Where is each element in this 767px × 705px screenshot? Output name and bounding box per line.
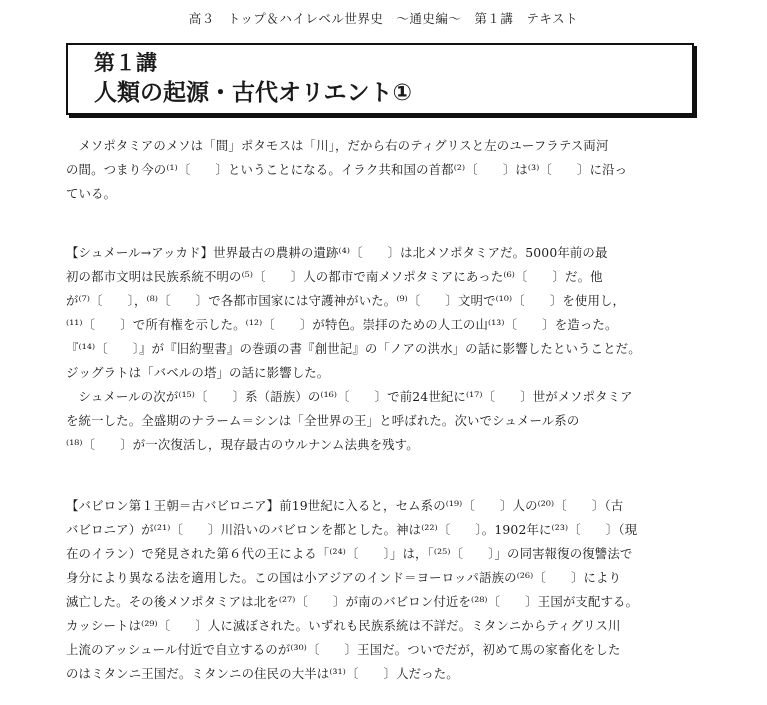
text-line: ⁽¹⁸⁾〔 〕が一次復活し，現存最古のウルナンム法典を残す。 bbox=[66, 437, 419, 452]
text-line: シュメールの次が⁽¹⁵⁾〔 〕系（語族）の⁽¹⁶⁾〔 〕で前24世紀に⁽¹⁷⁾〔 〕世がメソポタミア bbox=[66, 389, 633, 404]
text-line: 滅亡した。その後メソポタミアは北を⁽²⁷⁾〔 〕が南のバビロン付近を⁽²⁸⁾〔 〕王国が支配する。 bbox=[66, 594, 639, 609]
text-line: 身分により異なる法を適用した。この国は小アジアのインド＝ヨーロッパ語族の⁽²⁶⁾〔 〕により bbox=[66, 570, 622, 585]
paragraph-sumer-akkad bbox=[66, 241, 700, 457]
text-line: 【シュメール→アッカド】世界最古の農耕の遺跡⁽⁴⁾〔 〕は北メソポタミアだ。5000年前の最 bbox=[66, 245, 608, 260]
text-line: 在のイラン）で発見された第６代の王による「⁽²⁴⁾〔 〕」は，「⁽²⁵⁾〔 〕」の同害報復の復讐法で bbox=[66, 546, 633, 561]
text-line: ている。 bbox=[66, 186, 117, 201]
lecture-number: 第１講 bbox=[94, 51, 157, 75]
text-line: が⁽⁷⁾〔 〕，⁽⁸⁾〔 〕で各都市国家には守護神がいた。⁽⁹⁾〔 〕文明で⁽¹⁰⁾〔 〕を使用し， bbox=[66, 293, 626, 308]
text-line: ジッグラトは「バベルの塔」の話に影響した。 bbox=[66, 365, 330, 380]
text-line: の間。つまり今の⁽¹⁾〔 〕ということになる。イラク共和国の首都⁽²⁾〔 〕は⁽³⁾〔 〕に沿っ bbox=[66, 162, 628, 177]
text-line: のはミタンニ王国だ。ミタンニの住民の大半は⁽³¹⁾〔 〕人だった。 bbox=[66, 666, 459, 681]
page-header: 高３ トップ＆ハイレベル世界史 ～通史編～ 第１講 テキスト bbox=[188, 11, 579, 26]
text-line: 上流のアッシュール付近で自立するのが⁽³⁰⁾〔 〕王国だ。ついでだが，初めて馬の家畜化をした bbox=[66, 642, 621, 657]
text-line: メソポタミアのメソは「間」ポタモスは「川」，だから右のティグリスと左のユーフラテス両河 bbox=[66, 138, 609, 153]
text-line: カッシートは⁽²⁹⁾〔 〕人に滅ぼされた。いずれも民族系統は不詳だ。ミタンニからティグリス川 bbox=[66, 618, 621, 633]
paragraph-babylon bbox=[66, 494, 700, 686]
text-line: 【バビロン第１王朝＝古バビロニア】前19世紀に入ると，セム系の⁽¹⁹⁾〔 〕人の⁽²⁰⁾〔 〕（古 bbox=[66, 498, 624, 513]
text-line: 初の都市文明は民族系統不明の⁽⁵⁾〔 〕人の都市で南メソポタミアにあった⁽⁶⁾〔 〕だ。他 bbox=[66, 269, 603, 284]
text-line: 『⁽¹⁴⁾〔 〕』が『旧約聖書』の巻頭の書『創世記』の「ノアの洪水」の話に影響したということだ。 bbox=[66, 341, 641, 356]
text-line: バビロニア）が⁽²¹⁾〔 〕川沿いのバビロンを都とした。神は⁽²²⁾〔 〕。1902年に⁽²³⁾〔 〕（現 bbox=[66, 522, 638, 537]
lecture-title: 人類の起源・古代オリエント① bbox=[94, 80, 413, 106]
paragraph-mesopotamia bbox=[66, 134, 700, 206]
text-line: を統一した。全盛期のナラーム＝シンは「全世界の王」と呼ばれた。次いでシュメール系の bbox=[66, 413, 580, 428]
lecture-title-box bbox=[66, 43, 694, 115]
text-line: ⁽¹¹⁾〔 〕で所有権を示した。⁽¹²⁾〔 〕が特色。崇拝のための人工の山⁽¹³⁾〔 〕を造った。 bbox=[66, 317, 618, 332]
